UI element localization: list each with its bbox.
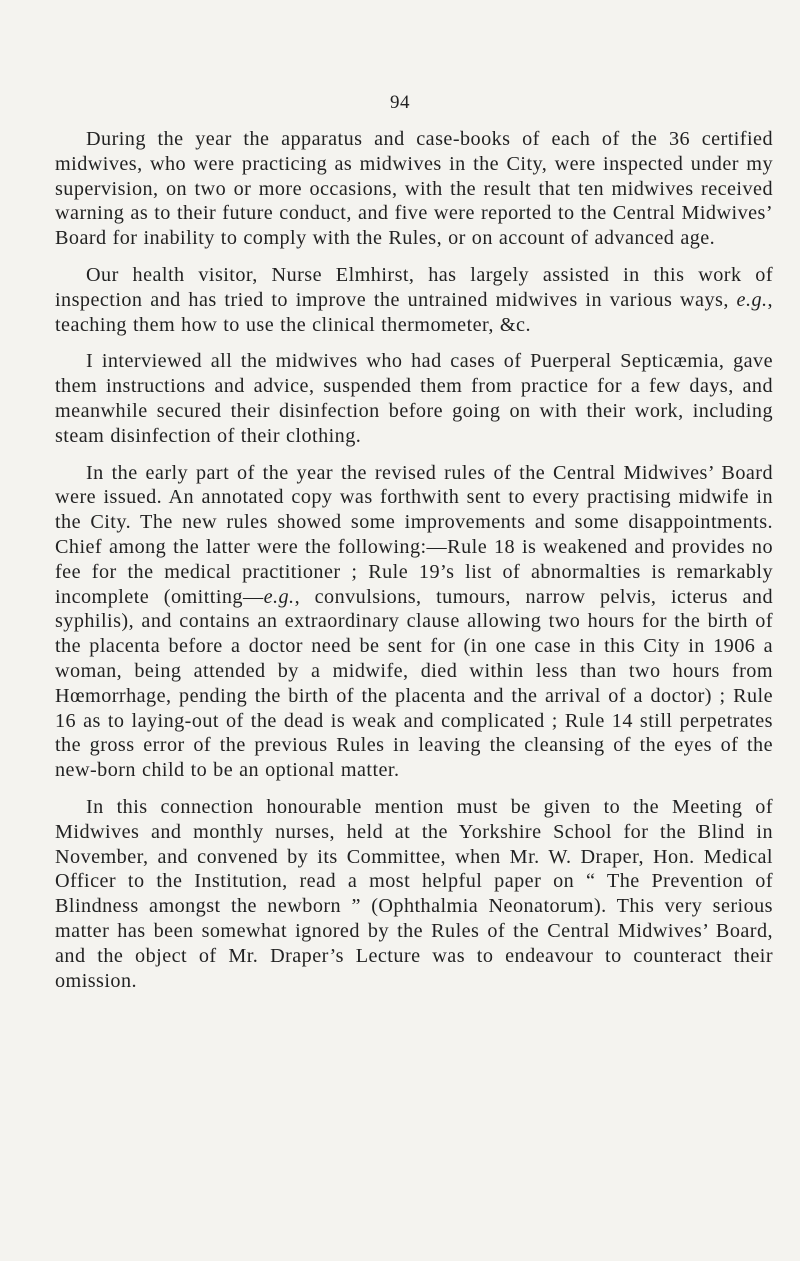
- paragraph-health-visitor: Our health visitor, Nurse Elmhirst, has largely assisted in this work of inspection and has tried to improve the untrained midwives in various ways, e.g., teaching them how to use the clinical thermometer, &c.: [55, 263, 773, 336]
- paragraph-puerperal-septicaemia: I interviewed all the midwives who had cases of Puerperal Septicæmia, gave them instructions and advice, suspended them from practice for a few days, and meanwhile secured their disinfection before going on with their work, including steam disinfection of their clothing.: [55, 350, 773, 447]
- paragraph-midwives-meeting: In this connection honourable mention must be given to the Meeting of Midwives and monthly nurses, held at the Yorkshire School for the Blind in November, and convened by its Committee, when Mr. W. Draper, Hon. Medical Officer to the Institution, read a most helpful paper on “ The Prevention of Blindness amongst the newborn ” (Ophthalmia Neonatorum). This very serious matter has been somewhat ignored by the Rules of the Central Midwives’ Board, and the object of Mr. Draper’s Lecture was to endeavour to counteract their omission.: [55, 795, 773, 992]
- paragraph-revised-rules: In the early part of the year the revised rules of the Central Midwives’ Board were issued. An annotated copy was forthwith sent to every practising midwife in the City. The new rules showed some improvements and some disappointments. Chief among the latter were the following:—Rule 18 is weakened and provides no fee for the medical practitioner ; Rule 19’s list of abnormalties is remarkably incomplete (omitting—e.g., convulsions, tumours, narrow pelvis, icterus and syphilis), and contains an extraordinary clause allowing two hours for the birth of the placenta before a doctor need be sent for (in one case in this City in 1906 a woman, being attended by a midwife, died within less than two hours from Hœmorrhage, pending the birth of the placenta and the arrival of a doctor) ; Rule 16 as to laying-out of the dead is weak and complicated ; Rule 14 still perpetrates the gross error of the previous Rules in leaving the cleansing of the eyes of the new-born child to be an optional matter.: [55, 461, 773, 782]
- page-number: 94: [390, 92, 410, 113]
- paragraph-midwife-inspection: During the year the apparatus and case-books of each of the 36 certified midwives, who were practicing as midwives in the City, were inspected under my supervision, on two or more occasions, with the result that ten midwives received warning as to their future conduct, and five were reported to the Central Midwives’ Board for inability to comply with the Rules, or on account of advanced age.: [55, 128, 773, 250]
- body-text: [55, 127, 773, 993]
